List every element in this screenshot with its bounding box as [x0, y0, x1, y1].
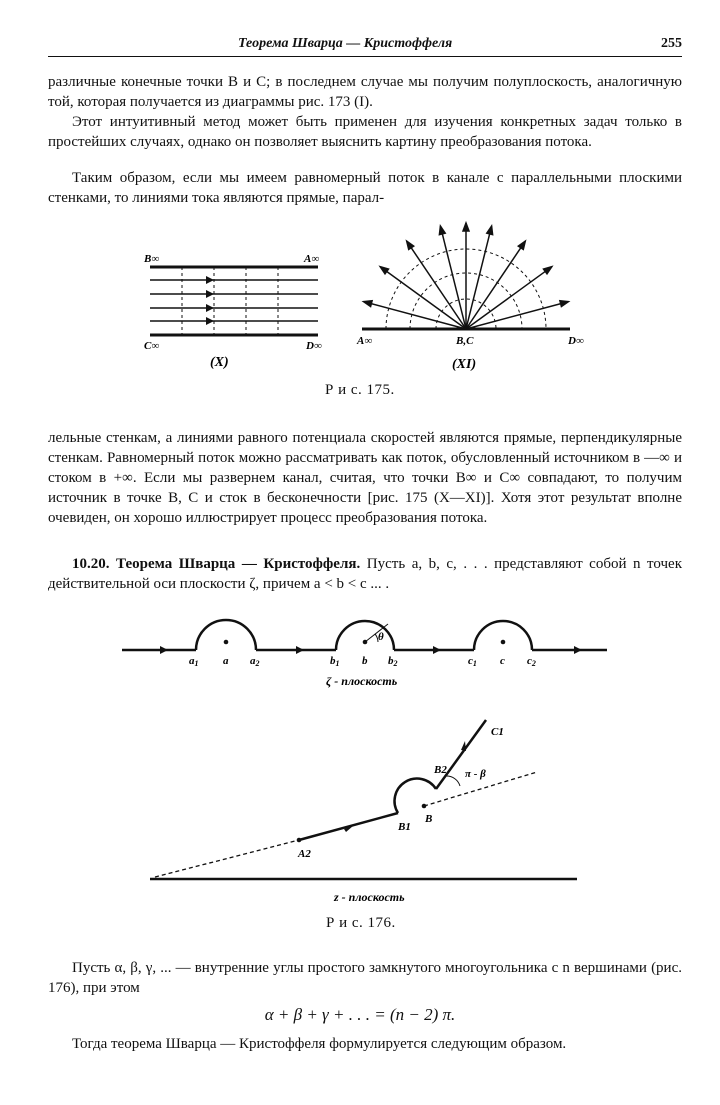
indent-arc-b — [395, 779, 436, 813]
zeta-point-label: c2 — [527, 655, 536, 668]
running-title: Теорема Шварца — Кристоффеля — [238, 36, 453, 51]
arrow-head — [461, 741, 466, 751]
page-number: 255 — [661, 36, 682, 51]
arrow-head — [574, 646, 582, 654]
zeta-axis-indented — [122, 620, 607, 650]
label-angle: π - β — [465, 768, 486, 780]
paragraph-7: Тогда теорема Шварца — Кристоффеля формулируется следующим образом. — [72, 1036, 567, 1052]
indent-a — [196, 620, 256, 650]
paragraph-2: Этот интуитивный метод может быть применен для изучения конкретных задач только в простейших случаях, однако он позволяет выяснить картину преобразования потока. — [48, 114, 682, 150]
label-b-inf: B∞ — [144, 253, 160, 265]
label-a-inf: A∞ — [304, 253, 320, 265]
angle-sum-formula: α + β + γ + . . . = (n − 2) π. — [264, 1005, 456, 1024]
figure-175-caption: Р и с. 175. — [325, 382, 395, 398]
zeta-point-label: a1 — [189, 655, 199, 668]
point-c — [501, 640, 506, 645]
label-a-inf-xi: A∞ — [357, 335, 373, 347]
point-a2 — [297, 838, 302, 843]
extension-dashed-lower — [155, 840, 299, 877]
arrow-head — [433, 646, 441, 654]
zeta-point-label: b1 — [330, 655, 340, 668]
theta-radius — [365, 624, 388, 642]
z-plane — [150, 720, 577, 904]
point-b — [422, 804, 427, 809]
label-b1: B1 — [398, 821, 411, 833]
zeta-point-label: a2 — [250, 655, 260, 668]
label-a2: A2 — [298, 848, 311, 860]
zeta-points — [224, 640, 506, 645]
zeta-plane — [122, 620, 607, 688]
label-c-inf: C∞ — [144, 340, 160, 352]
zeta-point-label: b — [362, 655, 368, 667]
label-c1: C1 — [491, 726, 504, 738]
zeta-point-label: b2 — [388, 655, 398, 668]
paragraph-5-text: Пусть a, b, c, . . . представляют собой n точек действительной оси плоскости ζ, причем a < b < c ... . — [48, 556, 683, 592]
paragraph-3: Таким образом, если мы имеем равномерный поток в канале с параллельными плоскими стенками, то линиями тока являются прямые, парал- — [48, 170, 682, 206]
figure-176-caption: Р и с. 176. — [326, 915, 396, 931]
arrow-head — [296, 646, 304, 654]
theta-label: θ — [378, 631, 384, 643]
paragraph-4: лельные стенкам, а линиями равного потенциала скоростей являются прямые, перпендикулярные стенкам. Равномерный поток можно рассматривать как поток, обусловленный источником в —∞ и стоком в +∞. Если мы развернем канал, считая, что точки B∞ и C∞ совпадают, то получим источник в точке B, C и сток в бесконечности [рис. 175 (X—XI)]. Хотя этот результат вполне очевиден, он хорошо иллюстрирует процесс преобразования потока. — [48, 430, 682, 526]
panel-label-xi: (XI) — [452, 357, 477, 372]
point-a — [224, 640, 229, 645]
z-plane-label: z - плоскость — [334, 890, 405, 904]
zeta-plane-label: ζ - плоскость — [326, 674, 398, 688]
label-d-inf: D∞ — [306, 340, 322, 352]
zeta-arrows — [160, 646, 582, 654]
paragraph-1: различные конечные точки B и C; в последнем случае мы получим полуплоскость, аналогичную той, которая получается из диаграммы рис. 173 (I). — [48, 74, 682, 110]
zeta-point-label: c — [500, 655, 505, 667]
label-bc: B,C — [456, 335, 474, 347]
indent-c — [474, 621, 532, 650]
paragraph-6: Пусть α, β, γ, ... — внутренние углы простого замкнутого многоугольника с n вершинами (рис. 176), при этом — [48, 960, 682, 996]
zeta-point-label: c1 — [468, 655, 477, 668]
edge-a2-b1 — [299, 813, 398, 840]
label-b: B — [425, 813, 433, 825]
panel-label-x: (X) — [210, 355, 229, 370]
zeta-point-labels — [189, 655, 536, 668]
label-d-inf-xi: D∞ — [568, 335, 584, 347]
indent-b — [336, 621, 394, 650]
label-b2: B2 — [434, 764, 447, 776]
angle-arc — [446, 776, 460, 786]
section-heading: 10.20. Теорема Шварца — Кристоффеля. — [72, 556, 361, 572]
arrow-head — [160, 646, 168, 654]
zeta-point-label: a — [223, 655, 229, 667]
z-arrows — [344, 741, 466, 832]
